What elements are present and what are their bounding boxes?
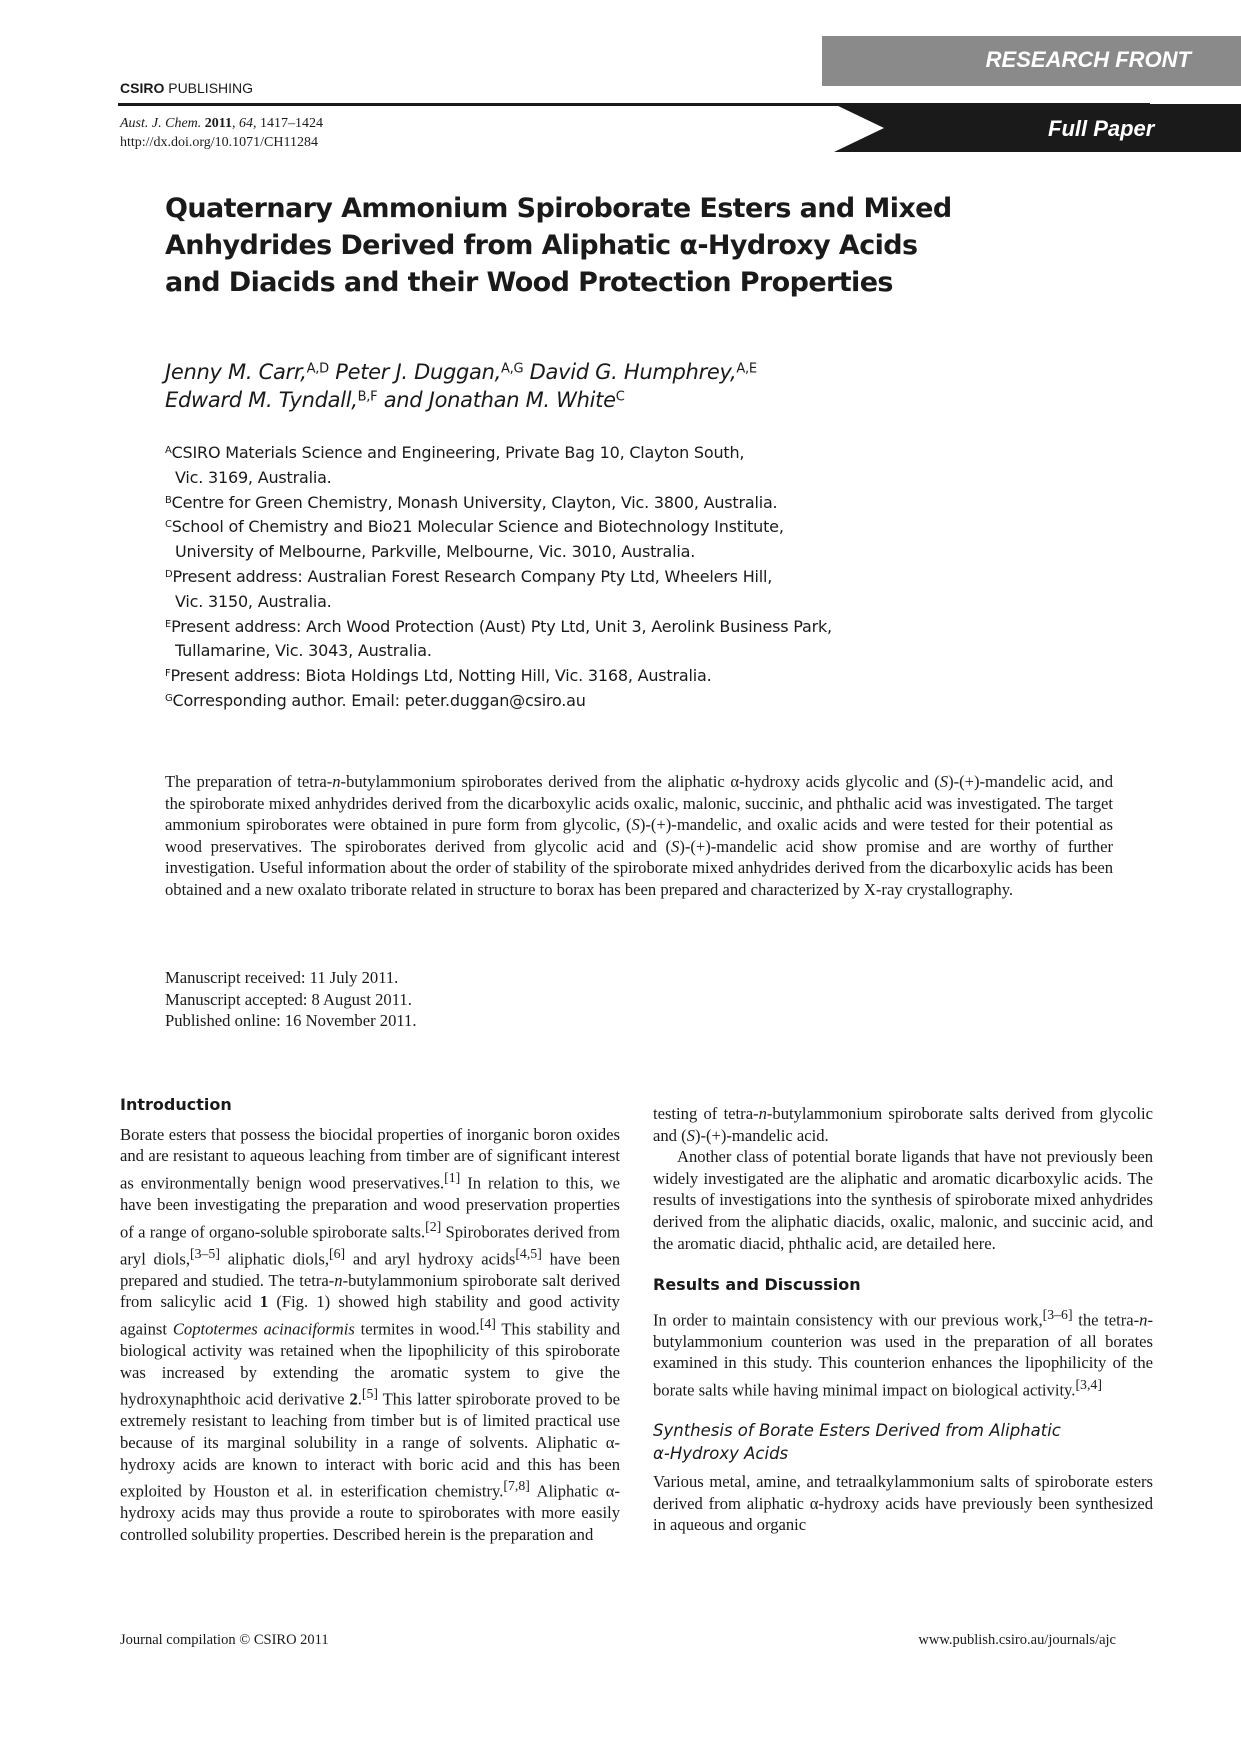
research-front-label: RESEARCH FRONT (985, 47, 1191, 72)
abstract: The preparation of tetra-n-butylammonium spiroborates derived from the aliphatic α-hydroxy acids glycolic and (S)-(+)-mandelic acid, and the spiroborate mixed anhydrides derived from the dicarboxylic acids oxalic, malonic, succinic, and phthalic acid was investigated. The target ammonium spiroborates were obtained in pure form from glycolic, (S)-(+)-mandelic, and oxalic acids and were tested for their potential as wood preservatives. The spiroborates derived from glycolic acid and (S)-(+)-mandelic acid show promise and are worthy of further investigation. Useful information about the order of stability of the spiroborate mixed anhydrides derived from the dicarboxylic acids has been obtained and a new oxalato triborate related in structure to borax has been prepared and characterized by X-ray crystallography. (165, 772, 1113, 899)
publisher-name: CSIRO PUBLISHING (120, 80, 254, 96)
affiliation: $^F$Present address: Biota Holdings Ltd, Notting Hill, Vic. 3168, Australia. (165, 666, 712, 686)
author-name: Edward M. Tyndall, (165, 388, 358, 412)
footer-copyright: Journal compilation © CSIRO 2011 (120, 1632, 329, 1648)
author-name: Peter J. Duggan, (335, 360, 502, 384)
footer-url[interactable]: www.publish.csiro.au/journals/ajc (918, 1632, 1116, 1648)
research-front-banner (822, 36, 1241, 86)
paper-title: Quaternary Ammonium Spiroborate Esters and Mixed Anhydrides Derived from Aliphatic α-Hydroxy Acids and Diacids and their Wood Protection Properties (165, 193, 952, 298)
body-paragraph: testing of tetra-n-butylammonium spiroborate salts derived from glycolic and (S)-(+)-mandelic acid. (653, 1104, 1153, 1145)
date-accepted: Manuscript accepted: 8 August 2011. (165, 989, 412, 1009)
section-heading-introduction: Introduction (120, 1095, 232, 1114)
affiliation: $^B$Centre for Green Chemistry, Monash University, Clayton, Vic. 3800, Australia. (165, 492, 778, 512)
body-paragraph: In order to maintain consistency with our previous work,[3–6] the tetra-n-butylammonium counterion was used in the preparation of all borates examined in this study. This counterion enhances the lipophilicity of the borate salts while having minimal impact on biological activity.[3,4] (653, 1306, 1153, 1400)
date-published: Published online: 16 November 2011. (165, 1011, 417, 1030)
right-column (653, 1103, 1153, 1536)
author-list: Jenny M. Carr,$^{A,D}$ Peter J. Duggan,$^{A,G}$ David G. Humphrey,$^{A,E}$ Edward M. Tyndall,$^{B,F}$ and Jonathan M. White$^C$ (165, 360, 757, 412)
journal-name: Aust. J. Chem. (120, 116, 202, 131)
author-name: Jenny M. Carr, (165, 360, 307, 384)
journal-year: 2011 (204, 116, 232, 131)
journal-volume: 64 (239, 116, 253, 131)
author-name: David G. Humphrey, (529, 360, 737, 384)
affiliation: $^E$Present address: Arch Wood Protection (Aust) Pty Ltd, Unit 3, Aerolink Business Park, (165, 616, 832, 636)
author-name: and Jonathan M. White (383, 388, 616, 412)
body-paragraph: Various metal, amine, and tetraalkylammonium salts of spiroborate esters derived from aliphatic α-hydroxy acids have previously been synthesized in aqueous and organic (653, 1472, 1153, 1535)
doi-link[interactable]: http://dx.doi.org/10.1071/CH11284 (120, 135, 318, 150)
subsection-heading: Synthesis of Borate Esters Derived from Aliphatic α-Hydroxy Acids (653, 1421, 1061, 1464)
journal-pages: , 1417–1424 (253, 116, 323, 131)
affiliation: $^D$Present address: Australian Forest Research Company Pty Ltd, Wheelers Hill, (165, 566, 773, 586)
affiliation: $^G$Corresponding author. Email: peter.duggan@csiro.au (165, 690, 586, 710)
section-heading-results: Results and Discussion (653, 1275, 861, 1295)
manuscript-dates (165, 967, 417, 1032)
intro-paragraph: Borate esters that possess the biocidal properties of inorganic boron oxides and are resistant to aqueous leaching from timber are of significant interest as environmentally benign wood preservatives.[1] In relation to this, we have been investigating the preparation and wood preservation properties of a range of organo-soluble spiroborate salts.[2] Spiroborates derived from aryl diols,[3–5] aliphatic diols,[6] and aryl hydroxy acids[4,5] have been prepared and studied. The tetra-n-butylammonium spiroborate salt derived from salicylic acid 1 (Fig. 1) showed high stability and good activity against Coptotermes acinaciformis termites in wood.[4] This stability and biological activity was retained when the lipophilicity of this spiroborate was increased by extending the aromatic system to give the hydroxynaphthoic acid derivative 2.[5] This latter spiroborate proved to be extremely resistant to leaching from timber but is of limited practical use because of its marginal solubility in a range of solvents. Aliphatic α-hydroxy acids are known to interact with boric acid and this has been exploited by Houston et al. in esterification chemistry.[7,8] Aliphatic α-hydroxy acids may thus provide a route to spiroborates with more easily controlled solubility properties. Described herein is the preparation and (120, 1124, 621, 1544)
affiliation: $^A$CSIRO Materials Science and Engineering, Private Bag 10, Clayton South, (165, 443, 745, 462)
body-paragraph: Another class of potential borate ligands that have not previously been widely investigated are the aliphatic and aromatic dicarboxylic acids. The results of investigations into the synthesis of spiroborate mixed anhydrides derived from the aliphatic diacids, oxalic, malonic, and succinic acid, and the aromatic diacid, phthalic acid, are detailed here. (653, 1147, 1153, 1253)
full-paper-band (834, 104, 1241, 152)
affiliations: $^A$CSIRO Materials Science and Engineering, Private Bag 10, Clayton South, Vic. 3169, Australia. $^B$Centre for Green Chemistry, Monash University, Clayton, Vic. 3800, Australia. $^C$School of Chemistry and Bio21 Molecular Science and Biotechnology Institute, University of Melbourne, Parkville, Melbourne, Vic. 3010, Australia. $^D$Present address: Australian Forest Research Company Pty Ltd, Wheelers Hill, Vic. 3150, Australia. $^E$Present address: Arch Wood Protection (Aust) Pty Ltd, Unit 3, Aerolink Business Park, Tullamarine, Vic. 3043, Australia. $^F$Present address: Biota Holdings Ltd, Notting Hill, Vic. 3168, Australia. $^G$Corresponding author. Email: peter.duggan@csiro.au (165, 441, 1065, 714)
affiliation: $^C$School of Chemistry and Bio21 Molecular Science and Biotechnology Institute, (165, 517, 784, 537)
citation: Aust. J. Chem. 2011, 64, 1417–1424 http://dx.doi.org/10.1071/CH11284 (120, 116, 323, 150)
full-paper-label: Full Paper (1048, 116, 1155, 141)
left-column (120, 1094, 620, 1545)
date-received: Manuscript received: 11 July 2011. (165, 968, 399, 987)
